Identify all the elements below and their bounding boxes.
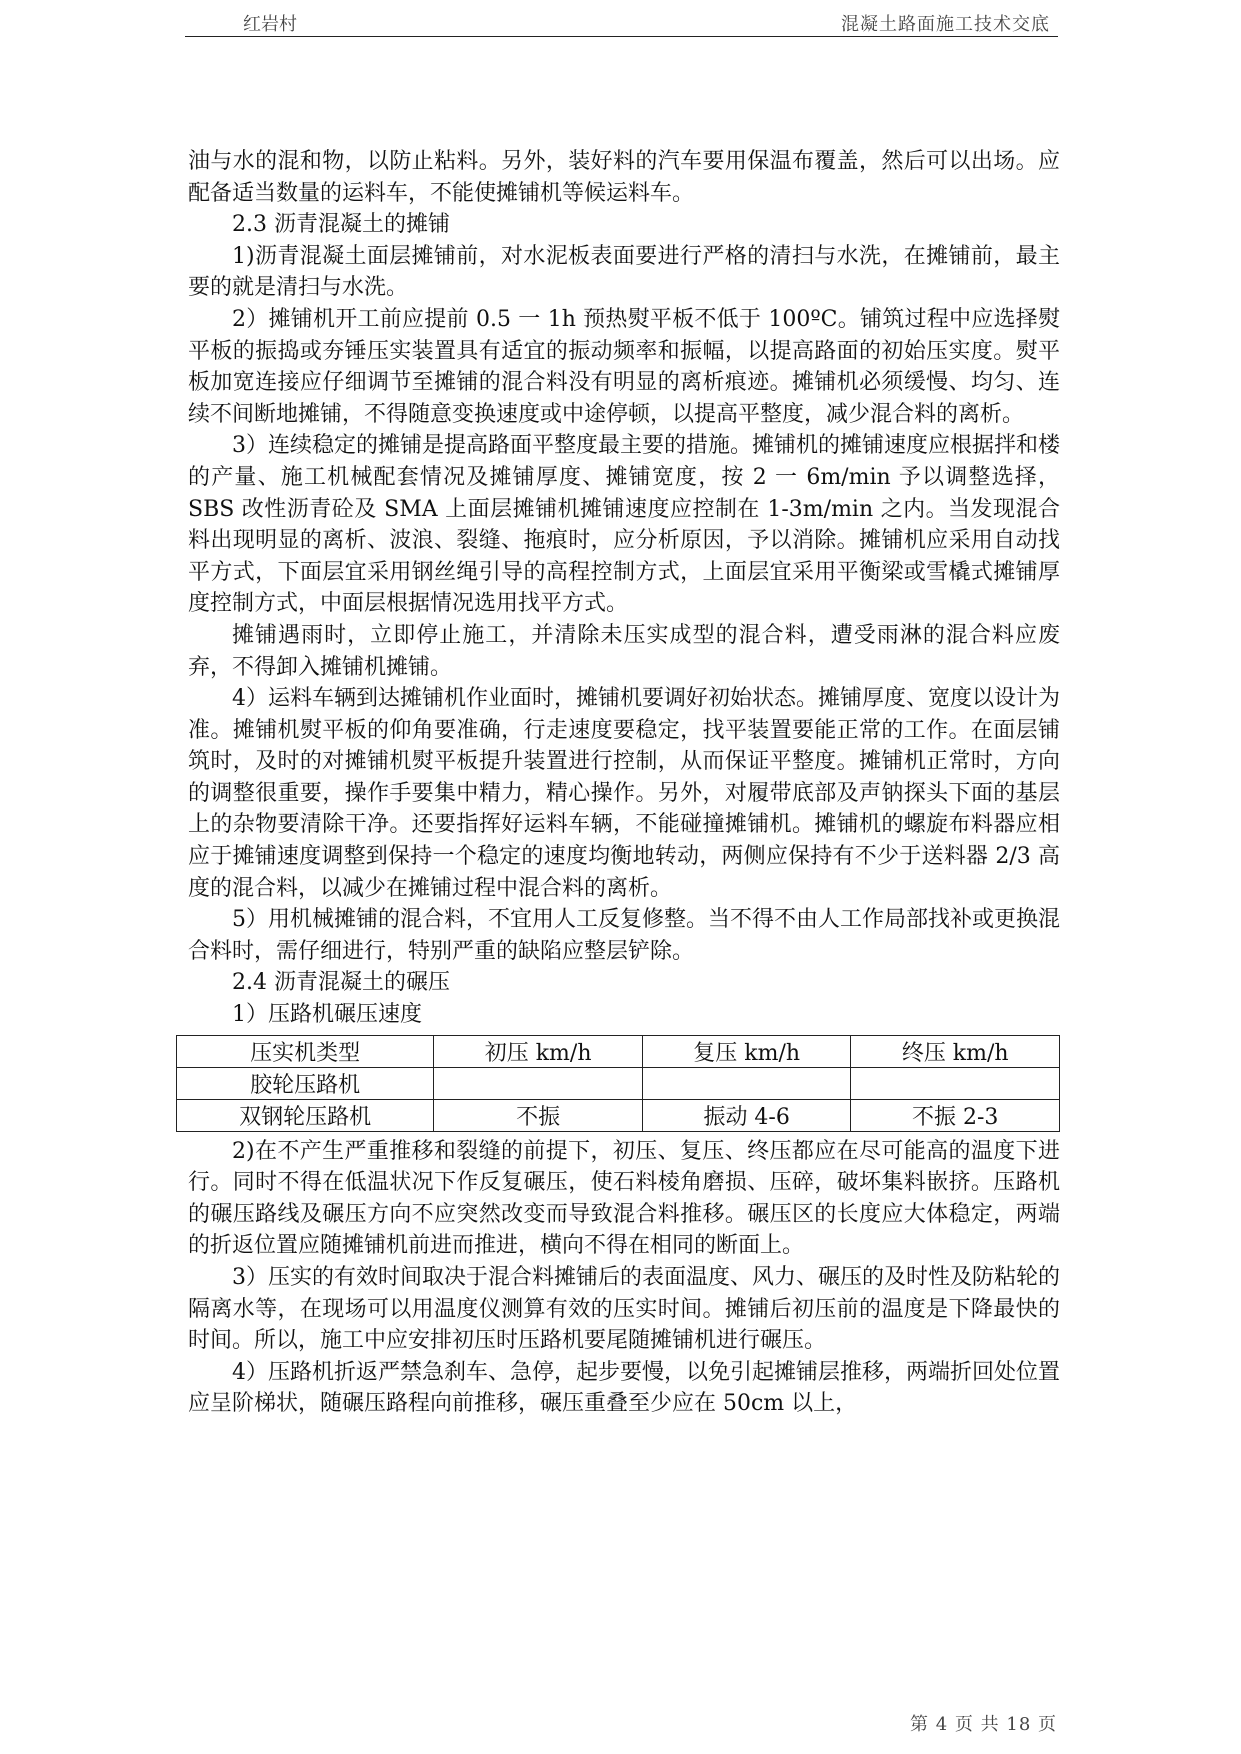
- document-body: [188, 146, 1060, 1420]
- page-number: 第 4 页 共 18 页: [910, 1714, 1057, 1735]
- section-heading: 2.4 沥青混凝土的碾压: [232, 970, 450, 996]
- header-right-title: 混凝土路面施工技术交底: [841, 14, 1050, 35]
- table-cell: 双钢轮压路机: [177, 1099, 434, 1131]
- page-header: [185, 6, 1058, 37]
- table-cell: 胶轮压路机: [177, 1067, 434, 1099]
- table-row: [177, 1067, 1060, 1099]
- header-left-text: 红岩村: [243, 14, 297, 35]
- paragraph: 4）压路机折返严禁急刹车、急停，起步要慢，以免引起摊铺层推移，两端折回处位置应呈阶梯状，随碾压路程向前推移，碾压重叠至少应在 50cm 以上，: [188, 1359, 1060, 1417]
- paragraph: 摊铺遇雨时，立即停止施工，并清除未压实成型的混合料，遭受雨淋的混合料应废弃，不得卸入摊铺机摊铺。: [188, 622, 1060, 680]
- table-cell: 不振: [434, 1099, 643, 1131]
- paragraph: 5）用机械摊铺的混合料，不宜用人工反复修整。当不得不由人工作局部找补或更换混合料时，需仔细进行，特别严重的缺陷应整层铲除。: [188, 907, 1060, 964]
- table-header-cell: 复压 km/h: [642, 1035, 851, 1067]
- table-header-cell: 压实机类型: [177, 1035, 434, 1067]
- table-header-row: [177, 1035, 1060, 1067]
- table-header-cell: 终压 km/h: [851, 1035, 1060, 1067]
- paragraph: 3）连续稳定的摊铺是提高路面平整度最主要的措施。摊铺机的摊铺速度应根据拌和楼的产量、施工机械配套情况及摊铺厚度、摊铺宽度，按 2 一 6m/min 予以调整选择，SBS 改性沥青砼及 SMA 上面层摊铺机摊铺速度应控制在 1-3m/min 之内。当发现混合料出现明显的离析、波浪、裂缝、拖痕时，应分析原因，予以消除。摊铺机应采用自动找平方式，下面层宜采用钢丝绳引导的高程控制方式，上面层宜采用平衡梁或雪橇式摊铺厚度控制方式，中面层根据情况选用找平方式。: [188, 433, 1060, 617]
- paragraph: 4）运料车辆到达摊铺机作业面时，摊铺机要调好初始状态。摊铺厚度、宽度以设计为准。摊铺机熨平板的仰角要准确，行走速度要稳定，找平装置要能正常的工作。在面层铺筑时，及时的对摊铺机熨平板提升装置进行控制，从而保证平整度。摊铺机正常时，方向的调整很重要，操作手要集中精力，精心操作。另外，对履带底部及声钠探头下面的基层上的杂物要清除干净。还要指挥好运料车辆，不能碰撞摊铺机。摊铺机的螺旋布料器应相应于摊铺速度调整到保持一个稳定的速度均衡地转动，两侧应保持有不少于送料器 2/3 高度的混合料，以减少在摊铺过程中混合料的离析。: [188, 686, 1060, 901]
- paragraph: 1)沥青混凝土面层摊铺前，对水泥板表面要进行严格的清扫与水洗，在摊铺前，最主要的就是清扫与水洗。: [188, 243, 1060, 301]
- paragraph: 3）压实的有效时间取决于混合料摊铺后的表面温度、风力、碾压的及时性及防粘轮的隔离水等，在现场可以用温度仪测算有效的压实时间。摊铺后初压前的温度是下降最快的时间。所以，施工中应安排初压时压路机要尾随摊铺机进行碾压。: [188, 1265, 1060, 1354]
- table-cell: [851, 1067, 1060, 1099]
- paragraph: 2)在不产生严重推移和裂缝的前提下，初压、复压、终压都应在尽可能高的温度下进行。同时不得在低温状况下作反复碾压，使石料棱角磨损、压碎，破坏集料嵌挤。压路机的碾压路线及碾压方向不应突然改变而导致混合料推移。碾压区的长度应大体稳定，两端的折返位置应随摊铺机前进而推进，横向不得在相同的断面上。: [188, 1138, 1060, 1259]
- table-cell: [434, 1067, 643, 1099]
- section-heading: 2.3 沥青混凝土的摊铺: [232, 212, 450, 238]
- paragraph: 油与水的混和物，以防止粘料。另外，装好料的汽车要用保温布覆盖，然后可以出场。应配备适当数量的运料车，不能使摊铺机等候运料车。: [188, 149, 1060, 206]
- roller-speed-table: [176, 1035, 1060, 1132]
- table-header-cell: 初压 km/h: [434, 1035, 643, 1067]
- table-cell: 不振 2-3: [851, 1099, 1060, 1131]
- table-row: [177, 1099, 1060, 1131]
- table-cell: 振动 4-6: [642, 1099, 851, 1131]
- table-cell: [642, 1067, 851, 1099]
- table-caption: 1）压路机碾压速度: [232, 1002, 422, 1028]
- paragraph: 2）摊铺机开工前应提前 0.5 一 1h 预热熨平板不低于 100ºC。铺筑过程中应选择熨平板的振捣或夯锤压实装置具有适宜的振动频率和振幅，以提高路面的初始压实度。熨平板加宽连接应仔细调节至摊铺的混合料没有明显的离析痕迹。摊铺机必须缓慢、均匀、连续不间断地摊铺，不得随意变换速度或中途停顿，以提高平整度，减少混合料的离析。: [188, 306, 1060, 427]
